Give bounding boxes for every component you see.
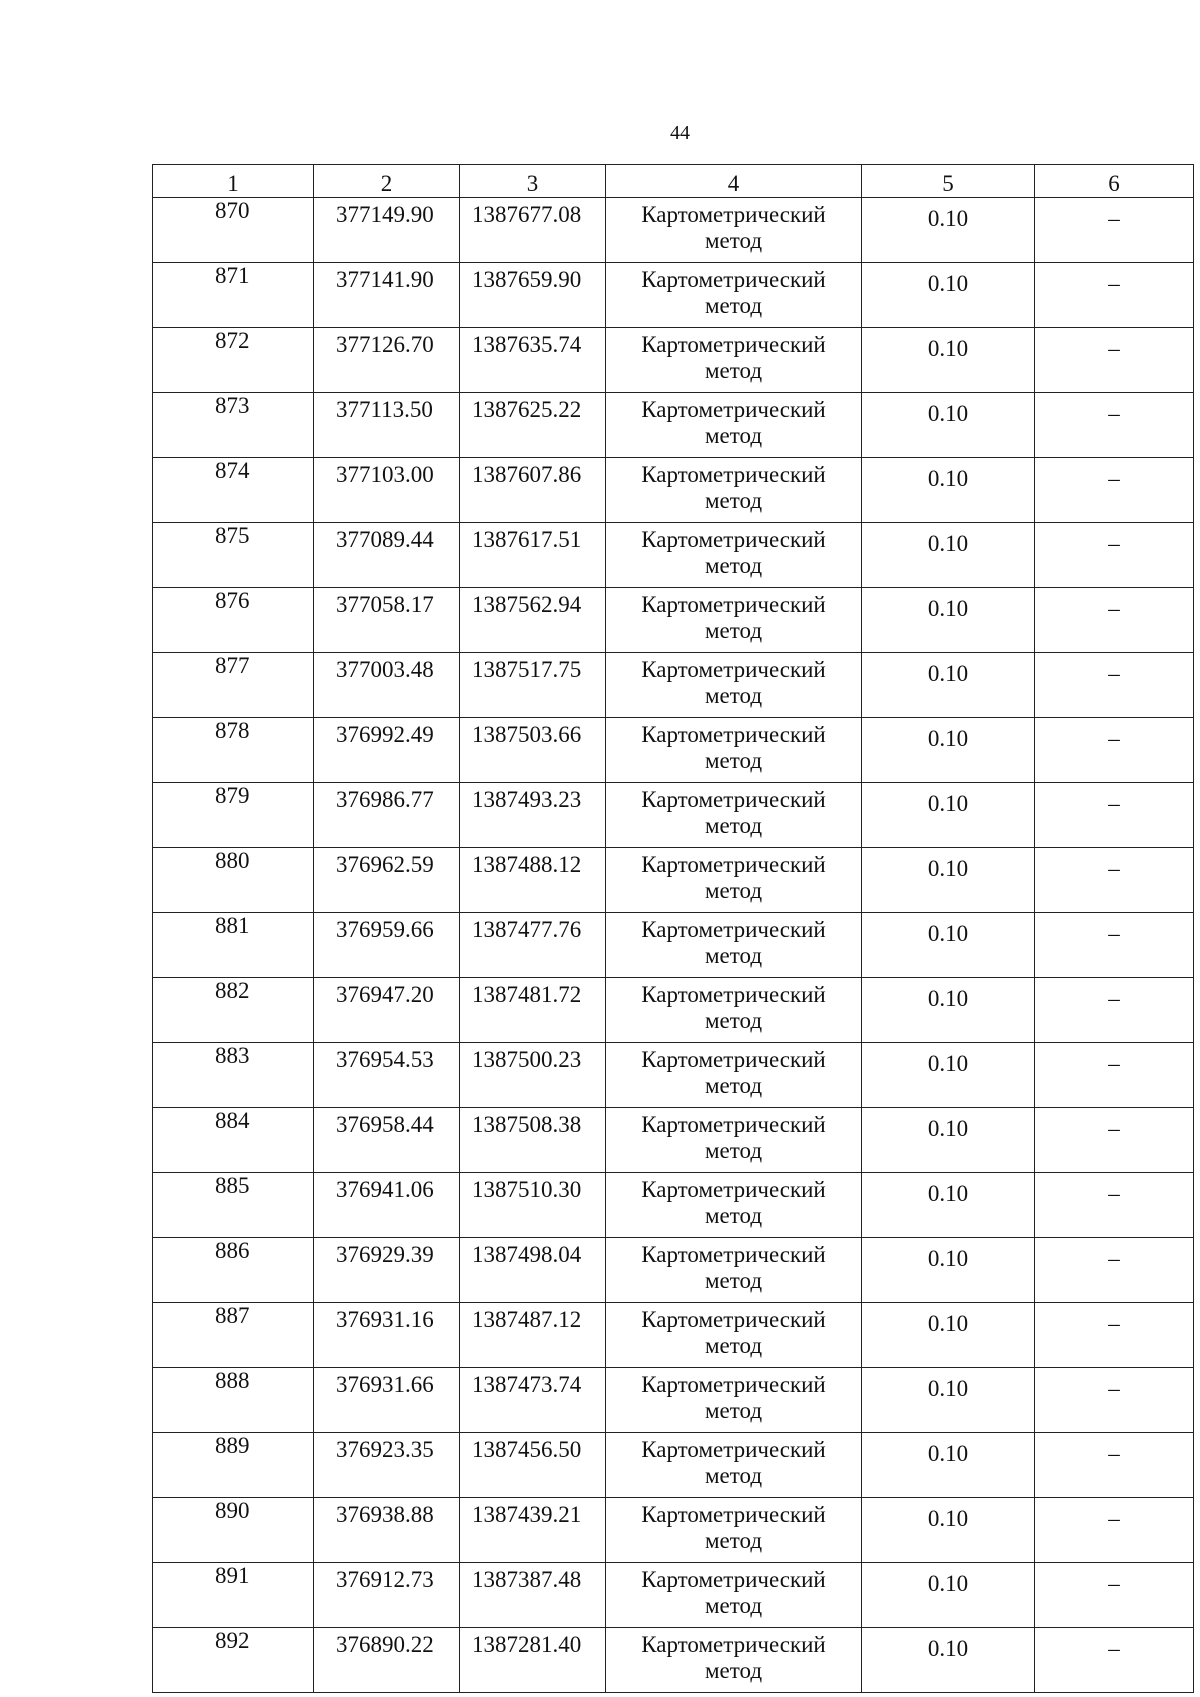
y-coordinate-cell: 1387625.22 [460,393,606,458]
method-cell [606,1368,862,1433]
y-coordinate-cell: 1387473.74 [460,1368,606,1433]
method-cell [606,1173,862,1238]
accuracy-cell: 0.10 [862,198,1035,263]
method-cell [606,588,862,653]
method-line-1: Картометрический [641,1177,826,1202]
x-coordinate-cell: 377126.70 [314,328,460,393]
method-line-1: Картометрический [641,1567,826,1592]
table-row [153,1173,1194,1238]
point-number-cell: 887 [153,1303,314,1368]
point-number-cell: 877 [153,653,314,718]
method-line-1: Картометрический [641,462,826,487]
x-coordinate-cell: 377141.90 [314,263,460,328]
x-coordinate-cell: 377149.90 [314,198,460,263]
x-coordinate-cell: 377003.48 [314,653,460,718]
column-header-5: 5 [862,165,1035,198]
accuracy-cell: 0.10 [862,1498,1035,1563]
accuracy-cell: 0.10 [862,848,1035,913]
x-coordinate-cell: 376938.88 [314,1498,460,1563]
method-line-2: метод [704,943,763,968]
method-cell [606,1108,862,1173]
method-line-1: Картометрический [641,267,826,292]
method-line-1: Картометрический [641,592,826,617]
table-row [153,653,1194,718]
method-line-2: метод [704,1203,763,1228]
method-cell [606,1563,862,1628]
note-cell: – [1035,978,1194,1043]
method-line-1: Картометрический [641,1307,826,1332]
method-line-1: Картометрический [641,1632,826,1657]
method-cell [606,198,862,263]
method-line-2: метод [704,293,763,318]
point-number-cell: 881 [153,913,314,978]
accuracy-cell: 0.10 [862,913,1035,978]
method-line-2: метод [704,358,763,383]
note-cell: – [1035,1628,1194,1693]
y-coordinate-cell: 1387387.48 [460,1563,606,1628]
table-row [153,1498,1194,1563]
note-cell: – [1035,1238,1194,1303]
y-coordinate-cell: 1387635.74 [460,328,606,393]
method-line-1: Картометрический [641,202,826,227]
method-line-1: Картометрический [641,982,826,1007]
method-cell [606,848,862,913]
method-line-2: метод [704,1528,763,1553]
x-coordinate-cell: 376958.44 [314,1108,460,1173]
point-number-cell: 878 [153,718,314,783]
note-cell: – [1035,1173,1194,1238]
x-coordinate-cell: 377058.17 [314,588,460,653]
x-coordinate-cell: 376912.73 [314,1563,460,1628]
x-coordinate-cell: 376923.35 [314,1433,460,1498]
point-number-cell: 888 [153,1368,314,1433]
note-cell: – [1035,1303,1194,1368]
method-cell [606,653,862,718]
y-coordinate-cell: 1387659.90 [460,263,606,328]
method-cell [606,718,862,783]
column-header-3: 3 [460,165,606,198]
method-line-2: метод [704,878,763,903]
table-row [153,783,1194,848]
x-coordinate-cell: 377089.44 [314,523,460,588]
table-header [153,165,1194,198]
table-header-row [153,165,1194,198]
note-cell: – [1035,588,1194,653]
method-cell [606,1433,862,1498]
method-cell [606,978,862,1043]
column-header-2: 2 [314,165,460,198]
table-row [153,523,1194,588]
x-coordinate-cell: 376962.59 [314,848,460,913]
method-cell [606,913,862,978]
point-number-cell: 874 [153,458,314,523]
x-coordinate-cell: 376992.49 [314,718,460,783]
point-number-cell: 870 [153,198,314,263]
y-coordinate-cell: 1387517.75 [460,653,606,718]
table-row [153,1238,1194,1303]
accuracy-cell: 0.10 [862,523,1035,588]
point-number-cell: 875 [153,523,314,588]
method-cell [606,263,862,328]
method-cell [606,458,862,523]
method-line-2: метод [704,488,763,513]
accuracy-cell: 0.10 [862,1563,1035,1628]
column-header-1: 1 [153,165,314,198]
accuracy-cell: 0.10 [862,653,1035,718]
table-row [153,848,1194,913]
page-number: 44 [670,122,690,144]
accuracy-cell: 0.10 [862,1108,1035,1173]
note-cell: – [1035,1043,1194,1108]
x-coordinate-cell: 376947.20 [314,978,460,1043]
note-cell: – [1035,328,1194,393]
note-cell: – [1035,458,1194,523]
table-row [153,588,1194,653]
method-cell [606,393,862,458]
method-line-2: метод [704,1268,763,1293]
accuracy-cell: 0.10 [862,1238,1035,1303]
y-coordinate-cell: 1387677.08 [460,198,606,263]
point-number-cell: 880 [153,848,314,913]
table-row [153,328,1194,393]
coordinates-table [152,164,1194,1693]
x-coordinate-cell: 376890.22 [314,1628,460,1693]
note-cell: – [1035,1498,1194,1563]
x-coordinate-cell: 377103.00 [314,458,460,523]
point-number-cell: 884 [153,1108,314,1173]
point-number-cell: 882 [153,978,314,1043]
table-row [153,1433,1194,1498]
x-coordinate-cell: 376954.53 [314,1043,460,1108]
table-row [153,393,1194,458]
point-number-cell: 890 [153,1498,314,1563]
table-row [153,978,1194,1043]
point-number-cell: 876 [153,588,314,653]
x-coordinate-cell: 376931.66 [314,1368,460,1433]
method-cell [606,1238,862,1303]
x-coordinate-cell: 376929.39 [314,1238,460,1303]
note-cell: – [1035,848,1194,913]
table-row [153,913,1194,978]
note-cell: – [1035,718,1194,783]
y-coordinate-cell: 1387607.86 [460,458,606,523]
method-line-2: метод [704,1138,763,1163]
accuracy-cell: 0.10 [862,1368,1035,1433]
method-line-2: метод [704,1073,763,1098]
accuracy-cell: 0.10 [862,263,1035,328]
point-number-cell: 873 [153,393,314,458]
column-header-4: 4 [606,165,862,198]
accuracy-cell: 0.10 [862,978,1035,1043]
method-line-2: метод [704,1463,763,1488]
y-coordinate-cell: 1387510.30 [460,1173,606,1238]
method-line-1: Картометрический [641,1437,826,1462]
y-coordinate-cell: 1387498.04 [460,1238,606,1303]
method-line-1: Картометрический [641,1372,826,1397]
y-coordinate-cell: 1387493.23 [460,783,606,848]
note-cell: – [1035,393,1194,458]
point-number-cell: 892 [153,1628,314,1693]
method-cell [606,1043,862,1108]
point-number-cell: 883 [153,1043,314,1108]
method-line-1: Картометрический [641,1112,826,1137]
method-line-2: метод [704,748,763,773]
accuracy-cell: 0.10 [862,588,1035,653]
table-row [153,458,1194,523]
column-header-6: 6 [1035,165,1194,198]
y-coordinate-cell: 1387456.50 [460,1433,606,1498]
y-coordinate-cell: 1387617.51 [460,523,606,588]
accuracy-cell: 0.10 [862,1303,1035,1368]
method-line-1: Картометрический [641,852,826,877]
note-cell: – [1035,1433,1194,1498]
method-line-1: Картометрический [641,722,826,747]
method-line-2: метод [704,228,763,253]
method-cell [606,1498,862,1563]
table-row [153,1108,1194,1173]
table-row [153,1043,1194,1108]
y-coordinate-cell: 1387487.12 [460,1303,606,1368]
accuracy-cell: 0.10 [862,1043,1035,1108]
y-coordinate-cell: 1387488.12 [460,848,606,913]
method-cell [606,523,862,588]
method-cell [606,1628,862,1693]
method-line-1: Картометрический [641,527,826,552]
note-cell: – [1035,1563,1194,1628]
point-number-cell: 885 [153,1173,314,1238]
method-line-2: метод [704,813,763,838]
note-cell: – [1035,913,1194,978]
method-line-1: Картометрический [641,1502,826,1527]
note-cell: – [1035,783,1194,848]
x-coordinate-cell: 376959.66 [314,913,460,978]
method-line-1: Картометрический [641,1242,826,1267]
point-number-cell: 886 [153,1238,314,1303]
method-cell [606,783,862,848]
x-coordinate-cell: 376941.06 [314,1173,460,1238]
accuracy-cell: 0.10 [862,1628,1035,1693]
method-line-2: метод [704,1398,763,1423]
note-cell: – [1035,653,1194,718]
accuracy-cell: 0.10 [862,393,1035,458]
method-line-2: метод [704,553,763,578]
note-cell: – [1035,523,1194,588]
accuracy-cell: 0.10 [862,328,1035,393]
x-coordinate-cell: 376986.77 [314,783,460,848]
y-coordinate-cell: 1387562.94 [460,588,606,653]
table-row [153,1368,1194,1433]
table-row [153,1628,1194,1693]
y-coordinate-cell: 1387439.21 [460,1498,606,1563]
note-cell: – [1035,1108,1194,1173]
method-line-1: Картометрический [641,397,826,422]
table-body [153,198,1194,1693]
point-number-cell: 871 [153,263,314,328]
table-row [153,718,1194,783]
method-cell [606,328,862,393]
accuracy-cell: 0.10 [862,718,1035,783]
note-cell: – [1035,263,1194,328]
method-line-2: метод [704,683,763,708]
y-coordinate-cell: 1387508.38 [460,1108,606,1173]
y-coordinate-cell: 1387481.72 [460,978,606,1043]
table-row [153,198,1194,263]
y-coordinate-cell: 1387281.40 [460,1628,606,1693]
method-line-1: Картометрический [641,787,826,812]
point-number-cell: 872 [153,328,314,393]
method-line-2: метод [704,618,763,643]
method-line-1: Картометрический [641,657,826,682]
note-cell: – [1035,1368,1194,1433]
table-row [153,263,1194,328]
method-line-2: метод [704,1658,763,1683]
note-cell: – [1035,198,1194,263]
table-row [153,1563,1194,1628]
method-line-2: метод [704,1008,763,1033]
method-line-1: Картометрический [641,332,826,357]
point-number-cell: 891 [153,1563,314,1628]
accuracy-cell: 0.10 [862,458,1035,523]
point-number-cell: 889 [153,1433,314,1498]
y-coordinate-cell: 1387500.23 [460,1043,606,1108]
point-number-cell: 879 [153,783,314,848]
x-coordinate-cell: 376931.16 [314,1303,460,1368]
method-cell [606,1303,862,1368]
x-coordinate-cell: 377113.50 [314,393,460,458]
table-row [153,1303,1194,1368]
accuracy-cell: 0.10 [862,783,1035,848]
y-coordinate-cell: 1387503.66 [460,718,606,783]
method-line-1: Картометрический [641,917,826,942]
y-coordinate-cell: 1387477.76 [460,913,606,978]
accuracy-cell: 0.10 [862,1173,1035,1238]
method-line-2: метод [704,1333,763,1358]
accuracy-cell: 0.10 [862,1433,1035,1498]
method-line-2: метод [704,1593,763,1618]
method-line-2: метод [704,423,763,448]
method-line-1: Картометрический [641,1047,826,1072]
